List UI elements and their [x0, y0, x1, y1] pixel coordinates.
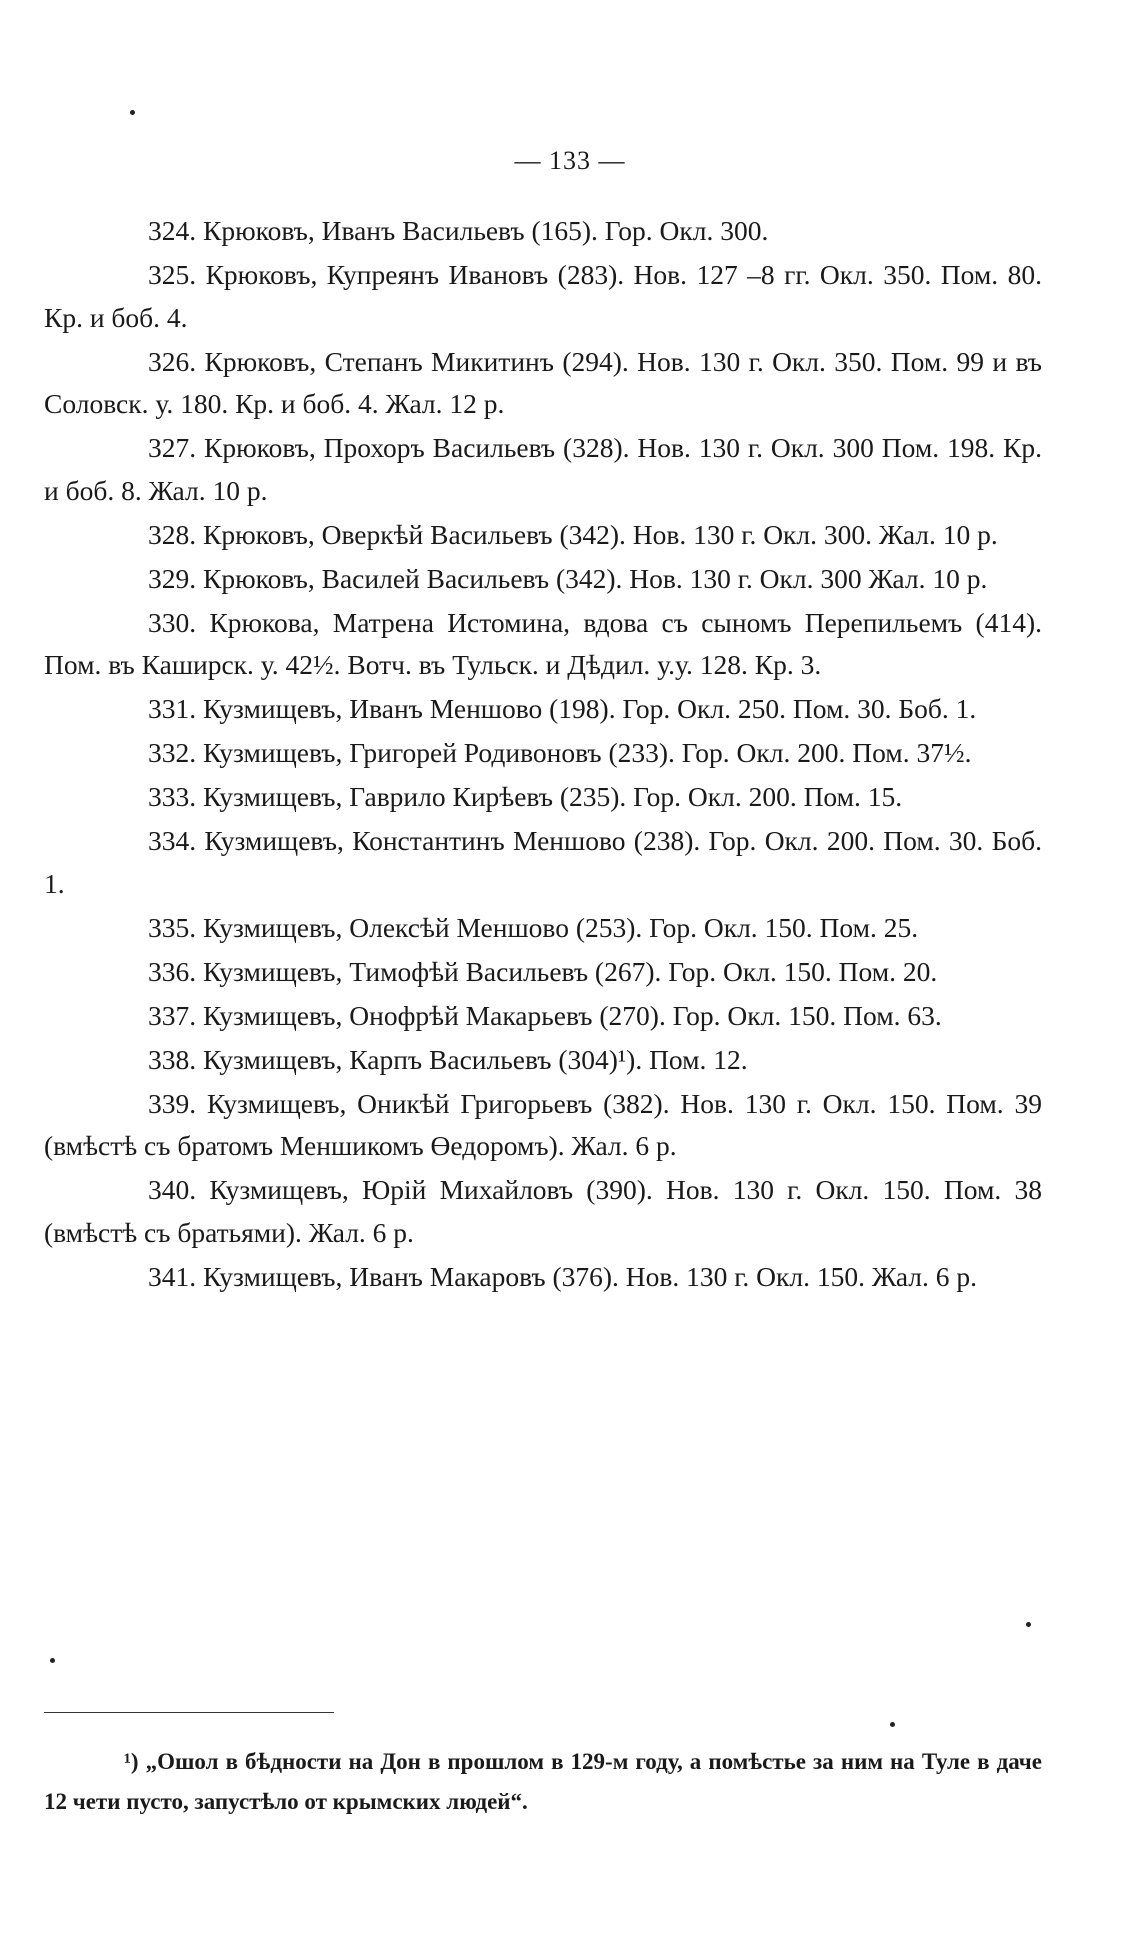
- list-item: 336. Кузмищевъ, Тимофѣй Васильевъ (267). Гор. Окл. 150. Пом. 20.: [148, 955, 938, 987]
- list-item: 334. Кузмищевъ, Константинъ Меншово (238). Гор. Окл. 200. Пом. 30. Боб. 1.: [44, 825, 1042, 899]
- list-item: 335. Кузмищевъ, Олексѣй Меншово (253). Гор. Окл. 150. Пом. 25.: [148, 911, 919, 943]
- list-item: 325. Крюковъ, Купреянъ Ивановъ (283). Нов. 127 –8 гг. Окл. 350. Пом. 80. Кр. и боб. 4.: [44, 259, 1042, 333]
- list-item: 333. Кузмищевъ, Гаврило Кирѣевъ (235). Гор. Окл. 200. Пом. 15.: [148, 781, 903, 812]
- list-item: 329. Крюковъ, Василей Васильевъ (342). Нов. 130 г. Окл. 300 Жал. 10 р.: [148, 562, 988, 594]
- list-item: 324. Крюковъ, Иванъ Васильевъ (165). Гор. Окл. 300.: [148, 215, 769, 246]
- list-item: 337. Кузмищевъ, Онофрѣй Макарьевъ (270). Гор. Окл. 150. Пом. 63.: [148, 999, 942, 1031]
- list-item: 339. Кузмищевъ, Оникѣй Григорьевъ (382). Нов. 130 г. Окл. 150. Пом. 39 (вмѣстѣ съ братомъ Меншикомъ Өедоромъ). Жал. 6 р.: [44, 1087, 1042, 1161]
- footnote: ¹) „Ошол в бѣдности на Дон в прошлом в 129-м году, а помѣстье за ним на Туле в даче 12 чети пусто, запустѣло от крымских людей“.: [44, 1749, 1042, 1814]
- list-item: 332. Кузмищевъ, Григорей Родивоновъ (233). Гор. Окл. 200. Пом. 37½.: [148, 737, 972, 768]
- list-item: 331. Кузмищевъ, Иванъ Меншово (198). Гор. Окл. 250. Пом. 30. Боб. 1.: [148, 693, 977, 724]
- list-item: 338. Кузмищевъ, Карпъ Васильевъ (304)¹). Пом. 12.: [148, 1043, 748, 1075]
- footnote-divider: [44, 1712, 334, 1713]
- page-number: — 133 —: [514, 146, 626, 175]
- list-item: 326. Крюковъ, Степанъ Микитинъ (294). Нов. 130 г. Окл. 350. Пом. 99 и въ Соловск. у. 180. Кр. и боб. 4. Жал. 12 р.: [44, 345, 1042, 419]
- print-speck: [1026, 1622, 1031, 1627]
- list-item: 328. Крюковъ, Оверкѣй Васильевъ (342). Нов. 130 г. Окл. 300. Жал. 10 р.: [148, 518, 998, 550]
- list-item: 341. Кузмищевъ, Иванъ Макаровъ (376). Нов. 130 г. Окл. 150. Жал. 6 р.: [148, 1260, 978, 1292]
- list-item: 327. Крюковъ, Прохоръ Васильевъ (328). Нов. 130 г. Окл. 300 Пом. 198. Кр. и боб. 8. Жал. 10 р.: [44, 432, 1042, 506]
- print-speck: [50, 1658, 55, 1663]
- entry-list: [44, 210, 1042, 1300]
- print-speck: [130, 110, 135, 115]
- list-item: 340. Кузмищевъ, Юрій Михайловъ (390). Нов. 130 г. Окл. 150. Пом. 38 (вмѣстѣ съ братьями). Жал. 6 р.: [44, 1174, 1042, 1248]
- list-item: 330. Крюкова, Матрена Истомина, вдова съ сыномъ Перепильемъ (414). Пом. въ Каширск. у. 42½. Вотч. въ Тульск. и Дѣдил. у.у. 128. Кр. 3.: [44, 606, 1042, 680]
- print-speck: [890, 1722, 895, 1727]
